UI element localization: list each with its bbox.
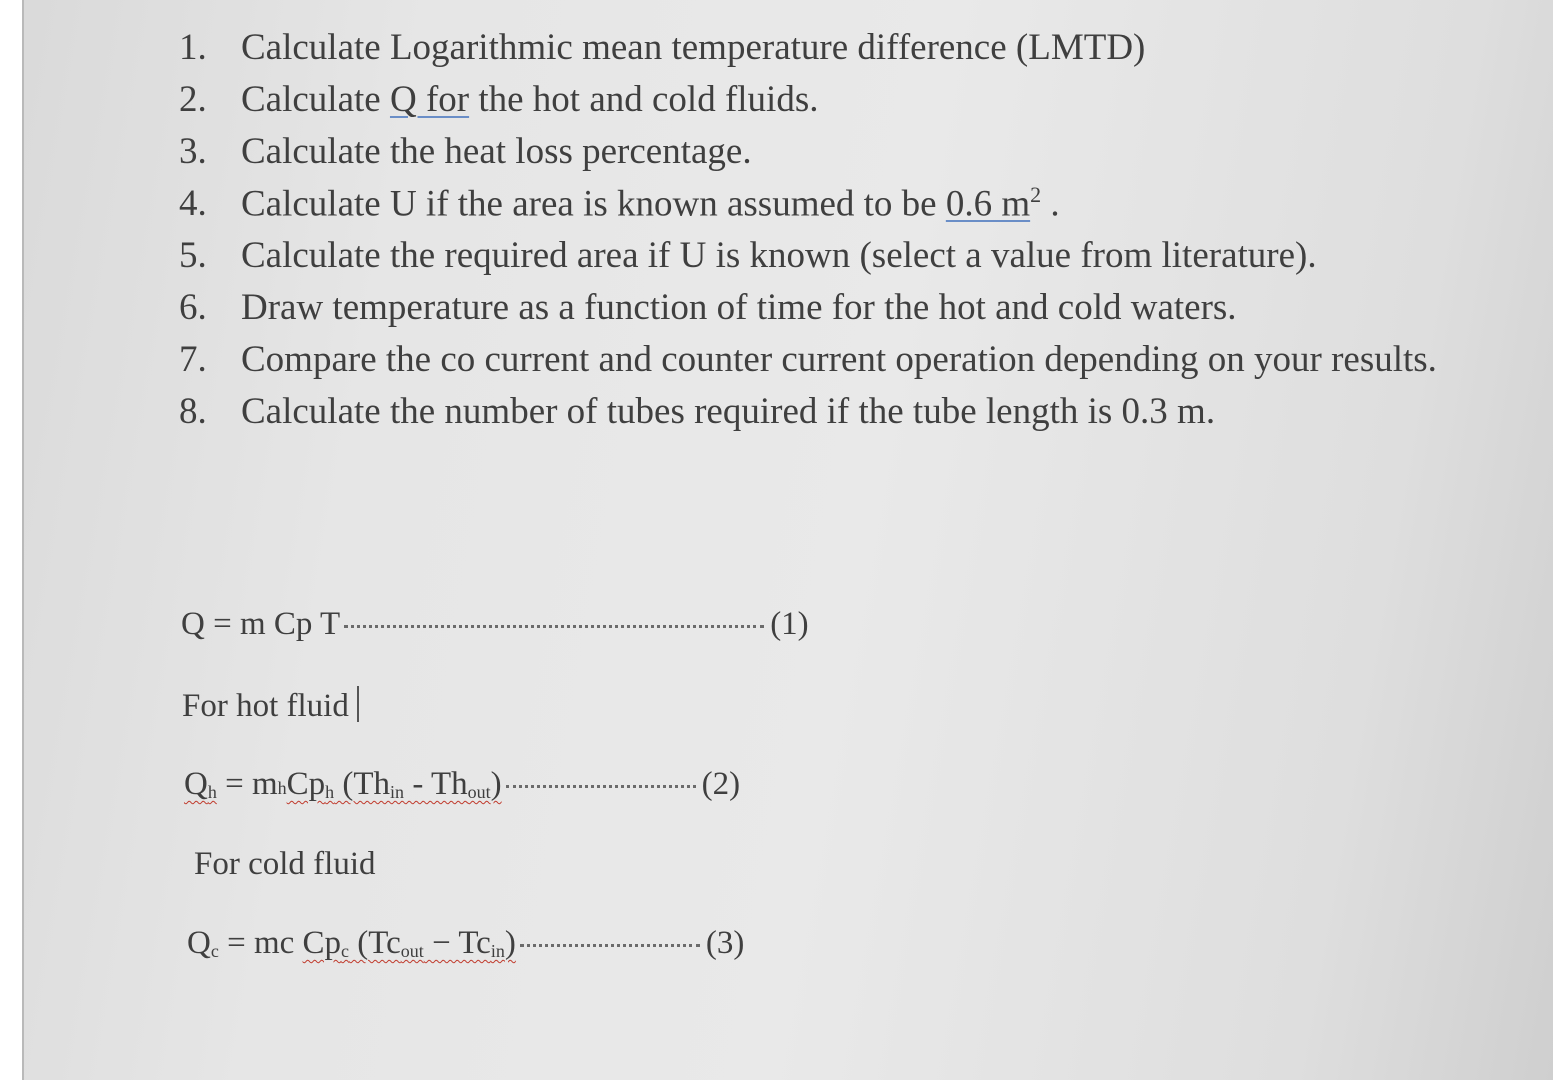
underlined-text: 0.6 m (945, 183, 1031, 225)
equation-2 (184, 766, 740, 803)
equation-number: (3) (705, 925, 745, 961)
subscript: in (390, 782, 405, 802)
document-page (24, 0, 1553, 1080)
dot-leader (506, 785, 696, 788)
list-number: 8. (179, 391, 207, 432)
symbol: (Th (334, 766, 391, 802)
list-item (179, 182, 1437, 234)
text-cursor (357, 686, 359, 722)
equation-symbol (287, 766, 335, 803)
list-number: 4. (179, 183, 207, 225)
symbol: ) (490, 766, 502, 802)
list-text: Calculate the heat loss percentage. (241, 131, 752, 172)
equation-term (349, 925, 424, 962)
dot-leader (520, 944, 700, 947)
hot-fluid-label (182, 686, 359, 725)
list-number: 2. (179, 79, 207, 120)
list-item (179, 26, 1437, 78)
list-item (179, 78, 1437, 130)
list-text: Draw temperature as a function of time for the hot and cold waters. (241, 287, 1237, 328)
list-item (179, 390, 1437, 442)
equation-symbol (303, 925, 350, 962)
subscript: h (277, 778, 287, 798)
equation-number: (1) (770, 606, 809, 642)
superscript: 2 (1030, 182, 1042, 207)
equation-symbol (187, 925, 219, 962)
equation-3 (187, 925, 744, 962)
subscript: c (210, 941, 219, 961)
list-item (179, 130, 1437, 182)
list-text: Compare the co current and counter current operation depending on your results. (241, 339, 1437, 380)
list-item (179, 338, 1437, 390)
equation-text: = mc (218, 925, 303, 961)
text-run: Calculate (241, 79, 390, 120)
subscript: h (207, 782, 217, 802)
list-number: 3. (179, 131, 207, 172)
subscript: out (400, 941, 424, 961)
cold-fluid-label (194, 846, 375, 883)
text-run: the hot and cold fluids. (469, 79, 819, 120)
list-item (179, 234, 1437, 286)
underlined-text: Q for (389, 79, 470, 120)
symbol: Cp (286, 766, 326, 802)
subscript: out (467, 782, 491, 802)
label-text: For hot fluid (182, 688, 349, 724)
list-number: 6. (179, 287, 207, 328)
task-list (179, 26, 1437, 442)
symbol: Cp (302, 925, 342, 961)
list-text: Calculate the required area if U is known (select a value from literature). (241, 235, 1317, 276)
symbol: − Tc (423, 925, 491, 961)
equation-number: (2) (701, 766, 741, 802)
symbol: ) (504, 925, 516, 961)
subscript: c (341, 941, 350, 961)
symbol: Q (187, 925, 211, 961)
list-text: Calculate Logarithmic mean temperature difference (LMTD) (241, 27, 1146, 68)
list-item (179, 286, 1437, 338)
left-margin-bar (0, 0, 24, 1080)
text-run: Calculate U if the area is known assumed to be (241, 183, 946, 225)
list-text (241, 78, 818, 121)
equation-text: Q = m Cp T (181, 606, 341, 642)
subscript: h (325, 782, 335, 802)
list-text: Calculate the number of tubes required if the tube length is 0.3 m. (241, 391, 1216, 432)
symbol: - Th (404, 766, 468, 802)
equation-symbol (184, 766, 217, 803)
equation-text: = m (216, 766, 278, 802)
list-number: 1. (179, 27, 207, 68)
symbol: Q (184, 766, 208, 802)
text-run: . (1041, 183, 1060, 225)
equation-term (424, 925, 516, 962)
symbol: (Tc (349, 925, 401, 961)
label-text: For cold fluid (194, 846, 376, 882)
list-number: 7. (179, 339, 207, 380)
equation-1 (181, 606, 809, 643)
dot-leader (344, 625, 764, 628)
list-text (241, 182, 1060, 225)
equation-term (404, 766, 502, 803)
list-number: 5. (179, 235, 207, 276)
equation-term (334, 766, 404, 803)
subscript: in (490, 941, 505, 961)
